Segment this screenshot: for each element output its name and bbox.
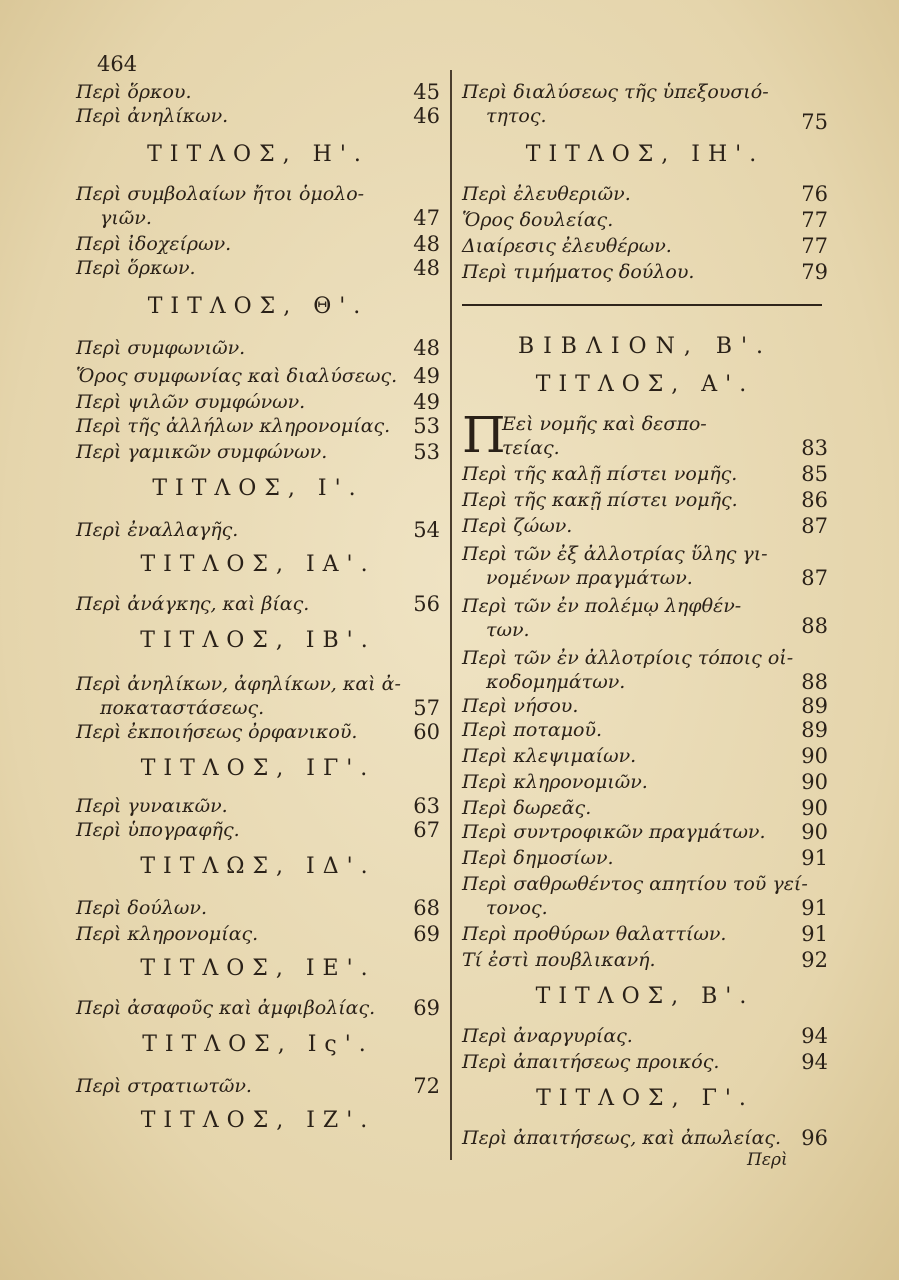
toc-entry: Περὶ τῆς καλῇ πίστει νομῆς. 85 bbox=[462, 462, 828, 486]
toc-entry: Περὶ συντροφικῶν πραγμάτων. 90 bbox=[462, 820, 828, 844]
page-ref: 86 bbox=[801, 488, 828, 512]
page-ref: 92 bbox=[801, 948, 828, 972]
toc-entry: Περὶ τῶν ἐν πολέμῳ ληφθέν- των. 88 bbox=[462, 595, 828, 641]
toc-entry: Περὶ ἀνηλίκων, ἀφηλίκων, καὶ ἀ- ποκαταστάσεως. 57 bbox=[76, 673, 440, 720]
page-ref: 48 bbox=[413, 232, 440, 256]
page-ref: 90 bbox=[801, 744, 828, 768]
toc-entry: Περὶ κλεψιμαίων. 90 bbox=[462, 744, 828, 768]
page-ref: 48 bbox=[413, 256, 440, 280]
page-ref: 89 bbox=[801, 694, 828, 718]
toc-entry: Περὶ σαθρωθέντος απητίου τοῦ γεί- τονος. 91 bbox=[462, 873, 828, 920]
page-ref: 48 bbox=[413, 336, 440, 360]
title-heading: ΤΙΤΛΟΣ, ΙΑ'. bbox=[140, 552, 376, 577]
toc-entry: Περὶ τῶν ἐν ἀλλοτρίοις τόποις οἰ- κοδομημάτων. 88 bbox=[462, 647, 828, 694]
page-ref: 96 bbox=[801, 1126, 828, 1150]
toc-entry: Περὶ ἐναλλαγῆς. 54 bbox=[76, 518, 440, 542]
page-ref: 75 bbox=[801, 110, 828, 134]
toc-entry: Περὶ ψιλῶν συμφώνων. 49 bbox=[76, 390, 440, 414]
title-heading: ΤΙΤΛΟΣ, Ις'. bbox=[142, 1032, 374, 1057]
title-heading: ΤΙΤΛΟΣ, Η'. bbox=[147, 142, 369, 167]
toc-entry: Διαίρεσις ἐλευθέρων. 77 bbox=[462, 234, 828, 258]
page-ref: 83 bbox=[801, 436, 828, 460]
catchword: Περὶ bbox=[747, 1150, 788, 1170]
page-ref: 88 bbox=[801, 614, 828, 638]
title-heading: ΤΙΤΛΟΣ, Γ'. bbox=[536, 1086, 754, 1111]
page-ref: 77 bbox=[801, 208, 828, 232]
title-heading: ΤΙΤΛΟΣ, Α'. bbox=[535, 372, 755, 397]
page-ref: 85 bbox=[801, 462, 828, 486]
page-ref: 90 bbox=[801, 796, 828, 820]
page-ref: 46 bbox=[413, 104, 440, 128]
toc-entry: Περὶ τῆς κακῇ πίστει νομῆς. 86 bbox=[462, 488, 828, 512]
page-ref: 53 bbox=[413, 414, 440, 438]
toc-entry: Περὶ συμφωνιῶν. 48 bbox=[76, 336, 440, 360]
toc-entry: Ὅρος συμφωνίας καὶ διαλύσεως. 49 bbox=[76, 364, 440, 388]
section-rule bbox=[462, 304, 822, 306]
page-ref: 53 bbox=[413, 440, 440, 464]
toc-entry: Περὶ ποταμοῦ. 89 bbox=[462, 718, 828, 742]
toc-entry: Περὶ δημοσίων. 91 bbox=[462, 846, 828, 870]
toc-entry: Περὶ τῆς ἀλλήλων κληρονομίας. 53 bbox=[76, 414, 440, 438]
title-heading: ΤΙΤΛΟΣ, ΙΒ'. bbox=[140, 628, 376, 653]
page-number: 464 bbox=[97, 52, 138, 76]
toc-entry: Περὶ ἀνάγκης, καὶ βίας. 56 bbox=[76, 592, 440, 616]
toc-entry: Περὶ ἐκποιήσεως ὀρφανικοῦ. 60 bbox=[76, 720, 440, 744]
drop-capital: Π bbox=[462, 406, 506, 464]
toc-entry: Περὶ ὑπογραφῆς. 67 bbox=[76, 818, 440, 842]
page-ref: 60 bbox=[413, 720, 440, 744]
page-ref: 88 bbox=[801, 670, 828, 694]
page-ref: 69 bbox=[413, 996, 440, 1020]
toc-entry: Ὅρος δουλείας. 77 bbox=[462, 208, 828, 232]
toc-entry: Περὶ ἀναργυρίας. 94 bbox=[462, 1024, 828, 1048]
toc-entry: Περὶ ἀπαιτήσεως, καὶ ἀπωλείας. 96 bbox=[462, 1126, 828, 1150]
toc-entry: Περὶ ζώων. 87 bbox=[462, 514, 828, 538]
title-heading: ΤΙΤΛΟΣ, ΙΗ'. bbox=[525, 142, 765, 167]
page-ref: 57 bbox=[413, 696, 440, 720]
toc-entry: Περὶ κληρονομίας. 69 bbox=[76, 922, 440, 946]
page-ref: 90 bbox=[801, 770, 828, 794]
page-ref: 90 bbox=[801, 820, 828, 844]
page-ref: 77 bbox=[801, 234, 828, 258]
toc-entry: Περὶ δωρεᾶς. 90 bbox=[462, 796, 828, 820]
toc-entry: Περὶ γαμικῶν συμφώνων. 53 bbox=[76, 440, 440, 464]
page-ref: 89 bbox=[801, 718, 828, 742]
toc-entry: Περὶ στρατιωτῶν. 72 bbox=[76, 1074, 440, 1098]
page-ref: 91 bbox=[801, 846, 828, 870]
toc-entry: Περὶ δούλων. 68 bbox=[76, 896, 440, 920]
page-ref: 56 bbox=[413, 592, 440, 616]
toc-entry: Περὶ ὅρκου. 45 bbox=[76, 80, 440, 104]
page-ref: 69 bbox=[413, 922, 440, 946]
page-ref: 79 bbox=[801, 260, 828, 284]
toc-entry: Εεὶ νομῆς καὶ δεσπο- τείας. 83 bbox=[502, 413, 828, 460]
page-ref: 49 bbox=[413, 390, 440, 414]
toc-entry: Περὶ συμβολαίων ἤτοι ὁμολο- γιῶν. 47 bbox=[76, 183, 440, 230]
title-heading: ΤΙΤΛΟΣ, Β'. bbox=[535, 984, 755, 1009]
toc-entry: Περὶ διαλύσεως τῆς ὑπεξουσιό- τητος. 75 bbox=[462, 81, 828, 134]
page-ref: 63 bbox=[413, 794, 440, 818]
page-ref: 87 bbox=[801, 566, 828, 590]
toc-entry: Περὶ προθύρων θαλαττίων. 91 bbox=[462, 922, 828, 946]
toc-entry: Περὶ ἀσαφοῦς καὶ ἀμφιβολίας. 69 bbox=[76, 996, 440, 1020]
page-ref: 87 bbox=[801, 514, 828, 538]
page-ref: 54 bbox=[413, 518, 440, 542]
toc-entry: Περὶ ἰδοχείρων. 48 bbox=[76, 232, 440, 256]
toc-entry: Περὶ ὅρκων. 48 bbox=[76, 256, 440, 280]
page-ref: 47 bbox=[413, 206, 440, 230]
page-ref: 91 bbox=[801, 922, 828, 946]
toc-entry: Περὶ κληρονομιῶν. 90 bbox=[462, 770, 828, 794]
toc-entry: Περὶ ἀνηλίκων. 46 bbox=[76, 104, 440, 128]
page-ref: 94 bbox=[801, 1050, 828, 1074]
column-divider bbox=[450, 70, 452, 1160]
page-ref: 94 bbox=[801, 1024, 828, 1048]
title-heading: ΤΙΤΛΟΣ, ΙΖ'. bbox=[140, 1108, 376, 1133]
toc-entry: Περὶ νήσου. 89 bbox=[462, 694, 828, 718]
toc-entry: Περὶ τιμήματος δούλου. 79 bbox=[462, 260, 828, 284]
title-heading: ΤΙΤΛΟΣ, Ι'. bbox=[152, 476, 364, 501]
page-ref: 67 bbox=[413, 818, 440, 842]
page-ref: 45 bbox=[413, 80, 440, 104]
toc-entry: Περὶ ἀπαιτήσεως προικός. 94 bbox=[462, 1050, 828, 1074]
toc-entry: Περὶ ἐλευθεριῶν. 76 bbox=[462, 182, 828, 206]
page-ref: 68 bbox=[413, 896, 440, 920]
page-ref: 49 bbox=[413, 364, 440, 388]
title-heading: ΤΙΤΛΩΣ, ΙΔ'. bbox=[140, 854, 376, 879]
title-heading: ΤΙΤΛΟΣ, ΙΕ'. bbox=[140, 956, 376, 981]
page-ref: 76 bbox=[801, 182, 828, 206]
page-ref: 72 bbox=[413, 1074, 440, 1098]
page-ref: 91 bbox=[801, 896, 828, 920]
toc-entry: Περὶ τῶν ἐξ ἀλλοτρίας ὕλης γι- νομένων πραγμάτων. 87 bbox=[462, 543, 828, 590]
toc-entry: Περὶ γυναικῶν. 63 bbox=[76, 794, 440, 818]
title-heading: ΤΙΤΛΟΣ, Θ'. bbox=[147, 294, 369, 319]
title-heading: ΤΙΤΛΟΣ, ΙΓ'. bbox=[140, 756, 376, 781]
toc-entry: Τί ἐστὶ πουβλικανή. 92 bbox=[462, 948, 828, 972]
book-heading: ΒΙΒΛΙΟΝ, Β'. bbox=[517, 334, 773, 359]
